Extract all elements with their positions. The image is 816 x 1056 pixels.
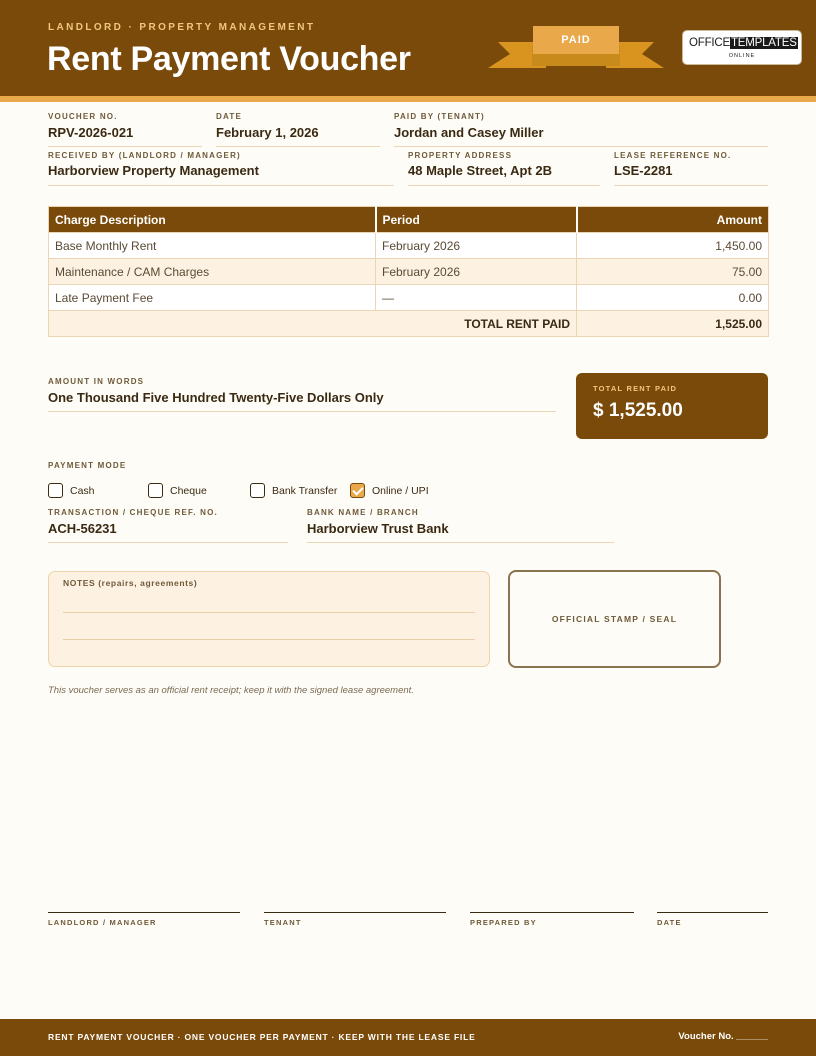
header-kicker: LANDLORD · PROPERTY MANAGEMENT: [48, 22, 316, 33]
received-by-line: [48, 185, 394, 186]
transaction-value: ACH-56231: [48, 521, 117, 536]
logo-text-templates: TEMPLATES: [730, 37, 797, 49]
paid-status-badge: PAID: [533, 26, 619, 54]
signature-line-prepared-by: [470, 912, 634, 913]
paid-by-value: Jordan and Casey Miller: [394, 125, 544, 140]
lease-ref-line: [614, 185, 768, 186]
payment-mode-label: PAYMENT MODE: [48, 461, 127, 470]
received-by-label: RECEIVED BY (LANDLORD / MANAGER): [48, 151, 241, 160]
total-value: 1,525.00: [577, 311, 769, 337]
paid-by-line: [394, 146, 768, 147]
table-row: [49, 233, 769, 259]
signature-label-landlord: LANDLORD / MANAGER: [48, 918, 157, 927]
stamp-box: OFFICIAL STAMP / SEAL: [508, 570, 721, 668]
cheque-label: Cheque: [170, 485, 207, 497]
footer-bar: [0, 1019, 816, 1056]
charge-description: Late Payment Fee: [49, 285, 376, 311]
total-box-value: $ 1,525.00: [593, 400, 683, 421]
col-header-period: Period: [376, 207, 577, 233]
charge-amount: 0.00: [577, 285, 769, 311]
date-line: [216, 146, 380, 147]
property-address-value: 48 Maple Street, Apt 2B: [408, 163, 553, 178]
voucher-no-label: VOUCHER NO.: [48, 112, 118, 121]
paid-by-label: PAID BY (TENANT): [394, 112, 485, 121]
charge-amount: 75.00: [577, 259, 769, 285]
bank-transfer-label: Bank Transfer: [272, 485, 338, 497]
voucher-no-line: [48, 146, 202, 147]
disclaimer-text: This voucher serves as an official rent receipt; keep it with the signed lease agreement.: [48, 685, 414, 696]
header-accent-stripe: [0, 96, 816, 102]
online-upi-checkbox[interactable]: [350, 483, 365, 498]
property-address-label: PROPERTY ADDRESS: [408, 151, 513, 160]
charge-amount: 1,450.00: [577, 233, 769, 259]
col-header-amount: Amount: [577, 207, 769, 233]
notes-label: NOTES (repairs, agreements): [63, 578, 198, 588]
notes-box[interactable]: [48, 571, 490, 667]
total-label: TOTAL RENT PAID: [49, 311, 577, 337]
date-label: DATE: [216, 112, 242, 121]
logo-text-office: OFFICE: [689, 37, 730, 49]
logo-text-online: ONLINE: [728, 53, 756, 59]
total-box-label: TOTAL RENT PAID: [593, 384, 678, 393]
bank-line: [307, 542, 614, 543]
signature-label-date: DATE: [657, 918, 682, 927]
charge-description: Maintenance / CAM Charges: [49, 259, 376, 285]
table-total-row: [49, 311, 769, 337]
date-value: February 1, 2026: [216, 125, 319, 140]
transaction-line: [48, 542, 288, 543]
amount-words-label: AMOUNT IN WORDS: [48, 377, 145, 386]
table-row: [49, 285, 769, 311]
amount-words-line: [48, 411, 556, 412]
received-by-value: Harborview Property Management: [48, 163, 259, 178]
charge-description: Base Monthly Rent: [49, 233, 376, 259]
lease-ref-value: LSE-2281: [614, 163, 673, 178]
charge-period: —: [376, 285, 577, 311]
lease-ref-label: LEASE REFERENCE NO.: [614, 151, 732, 160]
cash-label: Cash: [70, 485, 95, 497]
transaction-label: TRANSACTION / CHEQUE REF. NO.: [48, 508, 218, 517]
amount-words-value: One Thousand Five Hundred Twenty-Five Dollars Only: [48, 390, 384, 405]
online-upi-label: Online / UPI: [372, 485, 429, 497]
signature-line-tenant: [264, 912, 446, 913]
cash-checkbox[interactable]: [48, 483, 63, 498]
brand-logo: [682, 30, 802, 65]
col-header-description: Charge Description: [49, 207, 376, 233]
notes-line: [63, 639, 475, 640]
signature-label-prepared-by: PREPARED BY: [470, 918, 537, 927]
page-title: Rent Payment Voucher: [47, 40, 411, 78]
signature-line-landlord: [48, 912, 240, 913]
property-address-line: [408, 185, 600, 186]
table-row: [49, 259, 769, 285]
footer-text: RENT PAYMENT VOUCHER · ONE VOUCHER PER PAYMENT · KEEP WITH THE LEASE FILE: [48, 1032, 476, 1042]
bank-value: Harborview Trust Bank: [307, 521, 449, 536]
signature-label-tenant: TENANT: [264, 918, 302, 927]
signature-line-date: [657, 912, 768, 913]
bank-transfer-checkbox[interactable]: [250, 483, 265, 498]
table-header-row: [49, 207, 769, 233]
notes-line: [63, 612, 475, 613]
footer-voucher-no: Voucher No. ______: [678, 1031, 768, 1042]
charge-period: February 2026: [376, 233, 577, 259]
bank-label: BANK NAME / BRANCH: [307, 508, 419, 517]
total-paid-box: [576, 373, 768, 439]
cheque-checkbox[interactable]: [148, 483, 163, 498]
voucher-no-value: RPV-2026-021: [48, 125, 134, 140]
charge-period: February 2026: [376, 259, 577, 285]
charges-table: [48, 206, 769, 337]
